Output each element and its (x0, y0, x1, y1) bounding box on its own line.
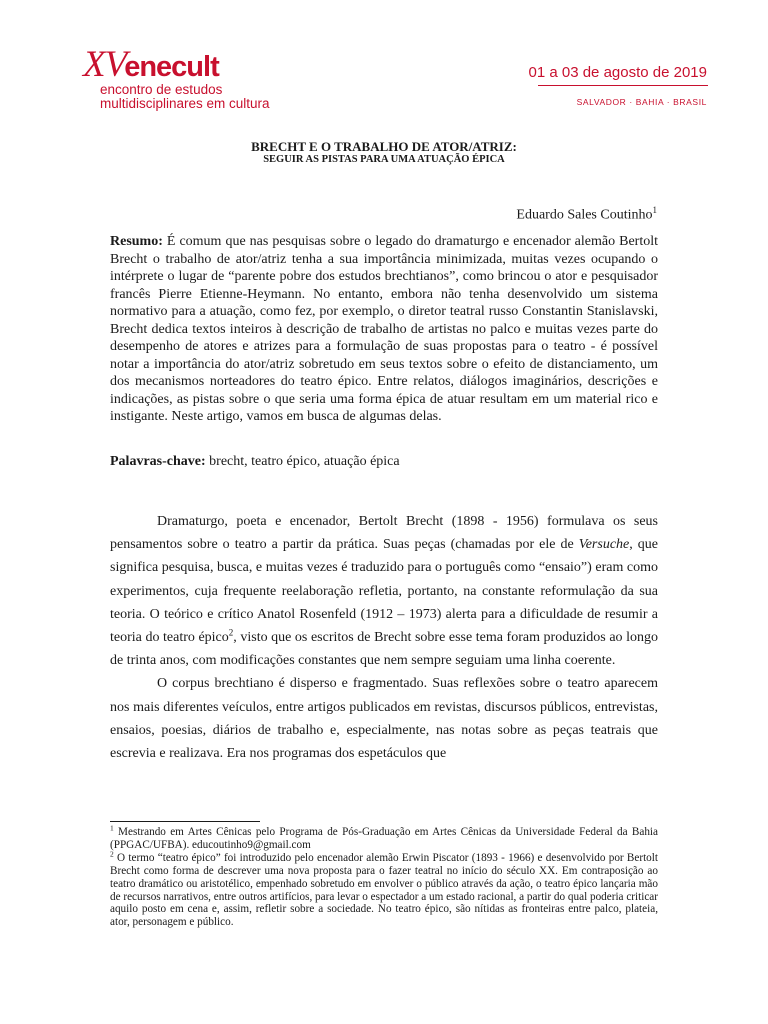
footnote-divider (110, 821, 260, 822)
logo-name: enecult (124, 51, 219, 83)
keywords-label: Palavras-chave: (110, 454, 206, 469)
event-date: 01 a 03 de agosto de 2019 (528, 64, 707, 81)
body-paragraph (110, 510, 658, 672)
paragraph-text: , que significa pesquisa, busca, e muitas vezes é traduzido para o português como “ensaio”) eram como experimentos, cuja frequente reelaboração refletia, portanto, na constante reformulação da sua teoria. O teórico e crítico Anatol Rosenfeld (1912 – 1973) alerta para a dificuldade de resumir a teoria do teatro épico (110, 537, 658, 646)
abstract (110, 233, 658, 426)
logo-subtitle-2: multidisciplinares em cultura (100, 96, 270, 111)
logo-edition: XV (83, 44, 127, 85)
author-note-mark: 1 (652, 205, 657, 215)
abstract-text: É comum que nas pesquisas sobre o legado do dramaturgo e encenador alemão Bertolt Brecht o trabalho de ator/atriz tenha a sua importância minimizada, muitas vezes ocupando o intérprete o lugar de “parente pobre dos estudos brechtianos”, como brincou o ator e pesquisador francês Pierre Etienne-Heymann. No entanto, embora não tenha desenvolvido um sistema normativo para a atuação, como fez, por exemplo, o diretor teatral russo Constantin Stanislavski, Brecht dedica textos inteiros à descrição de trabalho de artistas no palco e muitas vezes parte do desempenho de atores e atrizes para a formulação de suas propostas para o teatro - é possível notar a importância do ator/atriz sobretudo em seus textos sobre o efeito de distanciamento, um dos mecanismos norteadores do teatro épico. Entre relatos, diálogos imaginários, descrições e indicações, as pistas sobre o que seria uma forma épica de atuar resultam em um material rico e instigante. Neste artigo, vamos em busca de algumas delas. (110, 234, 658, 424)
keywords-text: brecht, teatro épico, atuação épica (205, 454, 400, 469)
article-subtitle: SEGUIR AS PISTAS PARA UMA ATUAÇÃO ÉPICA (263, 154, 505, 165)
abstract-label: Resumo: (110, 234, 163, 249)
footnote-number: 1 (110, 823, 114, 833)
article-title: BRECHT E O TRABALHO DE ATOR/ATRIZ: (251, 139, 517, 154)
enecult-logo (83, 46, 270, 111)
author-name (516, 205, 657, 224)
date-divider (538, 85, 708, 86)
footnote-number: 2 (110, 849, 114, 859)
body-paragraph: O corpus brechtiano é disperso e fragmentado. Suas reflexões sobre o teatro aparecem nos mais diferentes veículos, entre artigos publicados em revistas, discursos públicos, entrevistas, ensaios, poesias, diários de trabalho e, especialmente, nas notas sobre as peças teatrais que escrevia e realizava. Era nos programas dos espetáculos que (110, 676, 658, 762)
paragraph-text: Dramaturgo, poeta e encenador, Bertolt Brecht (1898 - 1956) formulava os seus pensamentos sobre o teatro a partir da prática. Suas peças (chamadas por ele de (110, 514, 658, 553)
footnotes (110, 823, 658, 929)
logo-subtitle-1: encontro de estudos (100, 82, 223, 97)
author-text: Eduardo Sales Coutinho (516, 207, 653, 223)
keywords (110, 454, 658, 470)
footnote-text: Mestrando em Artes Cênicas pelo Programa de Pós-Graduação em Artes Cênicas da Universidade Federal da Bahia (PPGAC/UFBA). educoutinho9@gmail.com (110, 826, 658, 851)
italic-term: Versuche (578, 537, 630, 553)
footnote-mark: 2 (228, 627, 234, 638)
footnote (110, 849, 658, 929)
page-header (0, 0, 768, 120)
event-place: SALVADOR · BAHIA · BRASIL (576, 97, 707, 107)
footnote-text: O termo “teatro épico” foi introduzido pelo encenador alemão Erwin Piscator (1893 - 1966) e desenvolvido por Bertolt Brecht como forma de descrever uma nova proposta para o fazer teatral no início do século XX. Em contraposição ao teatro dramático ou aristotélico, empenhado sobretudo em envolver o público através da ação, o teatro épico lançaria mão de recursos narrativos, entre outros artifícios, para levar o espectador a um estado racional, a partir do qual poderia criticar aquilo posto em cena e, assim, refletir sobre a sociedade. No teatro épico, são nítidas as fronteiras entre palco, plateia, ator, personagem e público. (110, 851, 658, 929)
footnote (110, 823, 658, 852)
paragraph-text: , visto que os escritos de Brecht sobre esse tema foram produzidos ao longo de trinta anos, com modificações constantes que nem sempre seguiam uma linha coerente. (110, 630, 658, 669)
article-body (110, 510, 658, 765)
